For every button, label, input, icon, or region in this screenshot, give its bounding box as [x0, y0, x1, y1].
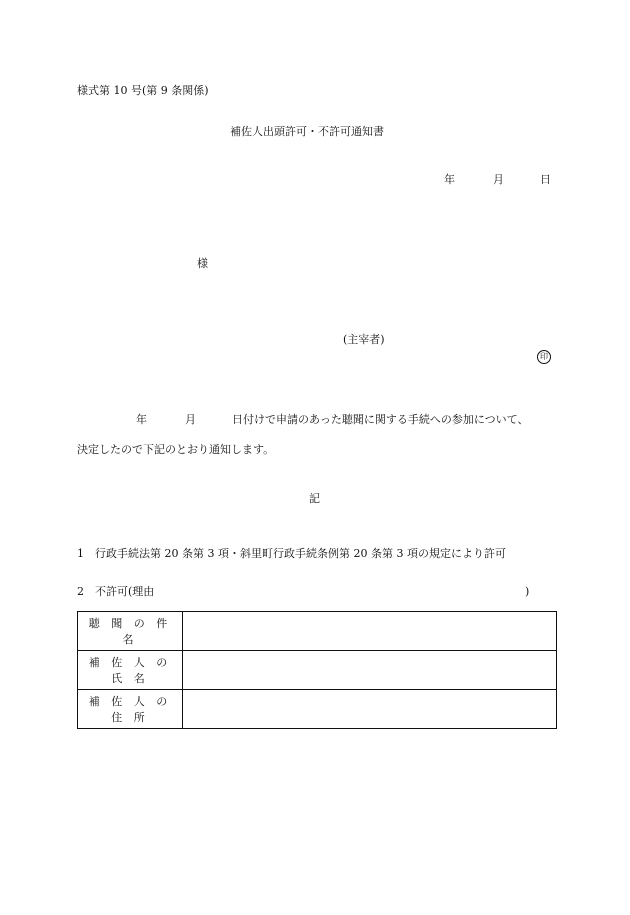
row-value-assistant-name: [183, 651, 557, 690]
row-value-assistant-address: [183, 690, 557, 729]
body-month: 月: [185, 413, 196, 426]
seal-mark: 印: [537, 350, 551, 364]
row-label-assistant-address: 補 佐 人 の 住 所: [78, 690, 183, 729]
form-number: 様式第 10 号(第 9 条関係): [77, 84, 209, 97]
document-title: 補佐人出頭許可・不許可通知書: [230, 125, 384, 138]
item-2: 2 不許可(理由: [77, 585, 155, 598]
table-row: [78, 651, 557, 690]
date-year: 年: [444, 173, 455, 186]
body-year: 年: [136, 413, 147, 426]
table-row: [78, 612, 557, 651]
presider-label: (主宰者): [343, 333, 385, 346]
row-label-hearing-subject: 聴 聞 の 件 名: [78, 612, 183, 651]
body-line2: 決定したので下記のとおり通知します。: [77, 443, 275, 456]
item-1: 1 行政手続法第 20 条第 3 項・斜里町行政手続条例第 20 条第 3 項の規定により許可: [77, 547, 506, 560]
recipient-suffix: 様: [197, 257, 208, 270]
date-day: 日: [540, 173, 551, 186]
table-row: [78, 690, 557, 729]
item-2-close: ): [525, 585, 530, 598]
ki-heading: 記: [309, 492, 320, 505]
row-label-assistant-name: 補 佐 人 の 氏 名: [78, 651, 183, 690]
row-value-hearing-subject: [183, 612, 557, 651]
body-line1: 日付けで申請のあった聴聞に関する手続への参加について、: [232, 413, 529, 426]
date-month: 月: [493, 173, 504, 186]
info-table: [77, 611, 557, 729]
